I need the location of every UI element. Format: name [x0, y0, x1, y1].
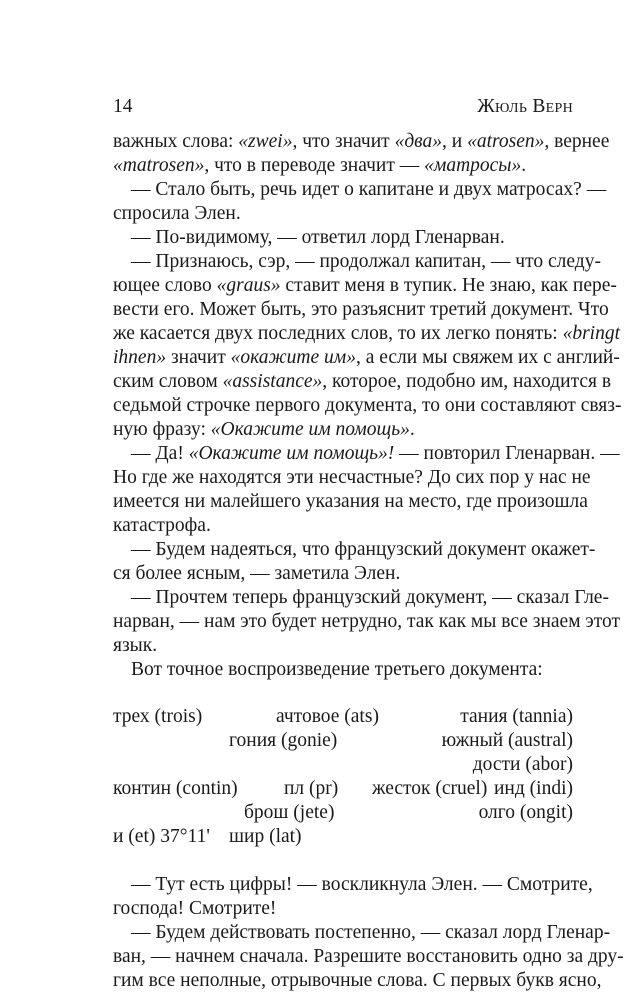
text-line: важных слова: «zwei», что значит «два», и «atrosen», вернее	[113, 131, 610, 152]
fragment-word: олго (ongit)	[478, 802, 573, 823]
running-head: Жюль Верн	[477, 96, 573, 117]
fragment-word: и (et) 37°11'	[113, 826, 210, 847]
fragment-word: шир (lat)	[229, 826, 302, 847]
text-line: вести его. Может быть, это разъяснит третий документ. Что	[113, 299, 609, 320]
text-line: — По-видимому, — ответил лорд Гленарван.	[131, 227, 505, 248]
text-line: — Тут есть цифры! — воскликнула Элен. — Смотрите,	[131, 874, 593, 895]
text-line: гим все неполные, отрывочные слова. С первых букв ясно,	[113, 970, 602, 991]
text-line: господа! Смотрите!	[113, 898, 277, 919]
text-line: ную фразу: «Окажите им помощь».	[113, 419, 415, 440]
text-line: имеется ни малейшего указания на место, где произошла	[113, 491, 588, 512]
fragment-word: дости (abor)	[472, 754, 573, 775]
text-line: — Прочтем теперь французский документ, — сказал Гле-	[131, 587, 609, 608]
fragment-word: тания (tannia)	[460, 706, 573, 727]
text-line: — Будем надеяться, что французский документ окажет-	[131, 539, 596, 560]
fragment-word: жесток (cruel)	[372, 778, 488, 799]
fragment-word: контин (contin)	[113, 778, 238, 799]
text-line: — Стало быть, речь идет о капитане и двух матросах? —	[131, 179, 607, 200]
text-line: ihnen» значит «окажите им», а если мы свяжем их с англий-	[113, 347, 620, 368]
fragment-word: брош (jete)	[244, 802, 335, 823]
text-line: «matrosen», что в переводе значит — «матросы».	[113, 155, 527, 176]
page-header	[113, 96, 573, 120]
fragment-word: южный (austral)	[441, 730, 573, 751]
text-line: — Признаюсь, сэр, — продолжал капитан, — что следу-	[131, 251, 601, 272]
fragment-word: ачтовое (ats)	[276, 706, 379, 727]
text-line: же касается двух последних слов, то их легко понять: «bringt	[113, 323, 621, 344]
fragment-word: инд (indi)	[494, 778, 573, 799]
text-line: седьмой строчке первого документа, то они составляют связ-	[113, 395, 622, 416]
text-line: Вот точное воспроизведение третьего документа:	[131, 659, 543, 680]
text-line: ющее слово «graus» ставит меня в тупик. Не знаю, как пере-	[113, 275, 617, 296]
fragment-word: гония (gonie)	[229, 730, 338, 751]
page-number: 14	[113, 96, 133, 117]
text-line: нарван, — нам это будет нетрудно, так как мы все знаем этот	[113, 611, 621, 632]
text-line: — Будем действовать постепенно, — сказал лорд Гленар-	[131, 922, 611, 943]
text-line: ским словом «assistance», которое, подобно им, находится в	[113, 371, 612, 392]
text-line: спросила Элен.	[113, 203, 241, 224]
fragment-word: пл (pr)	[284, 778, 339, 799]
text-line: катастрофа.	[113, 515, 211, 536]
text-line: язык.	[113, 635, 158, 656]
fragment-word: трех (trois)	[113, 706, 203, 727]
text-line: ся более ясным, — заметила Элен.	[113, 563, 401, 584]
text-line: ван, — начнем сначала. Разрешите восстановить одно за дру-	[113, 946, 624, 967]
text-line: Но где же находятся эти несчастные? До сих пор у нас не	[113, 467, 591, 488]
text-line: — Да! «Окажите им помощь»! — повторил Гленарван. —	[131, 443, 620, 464]
